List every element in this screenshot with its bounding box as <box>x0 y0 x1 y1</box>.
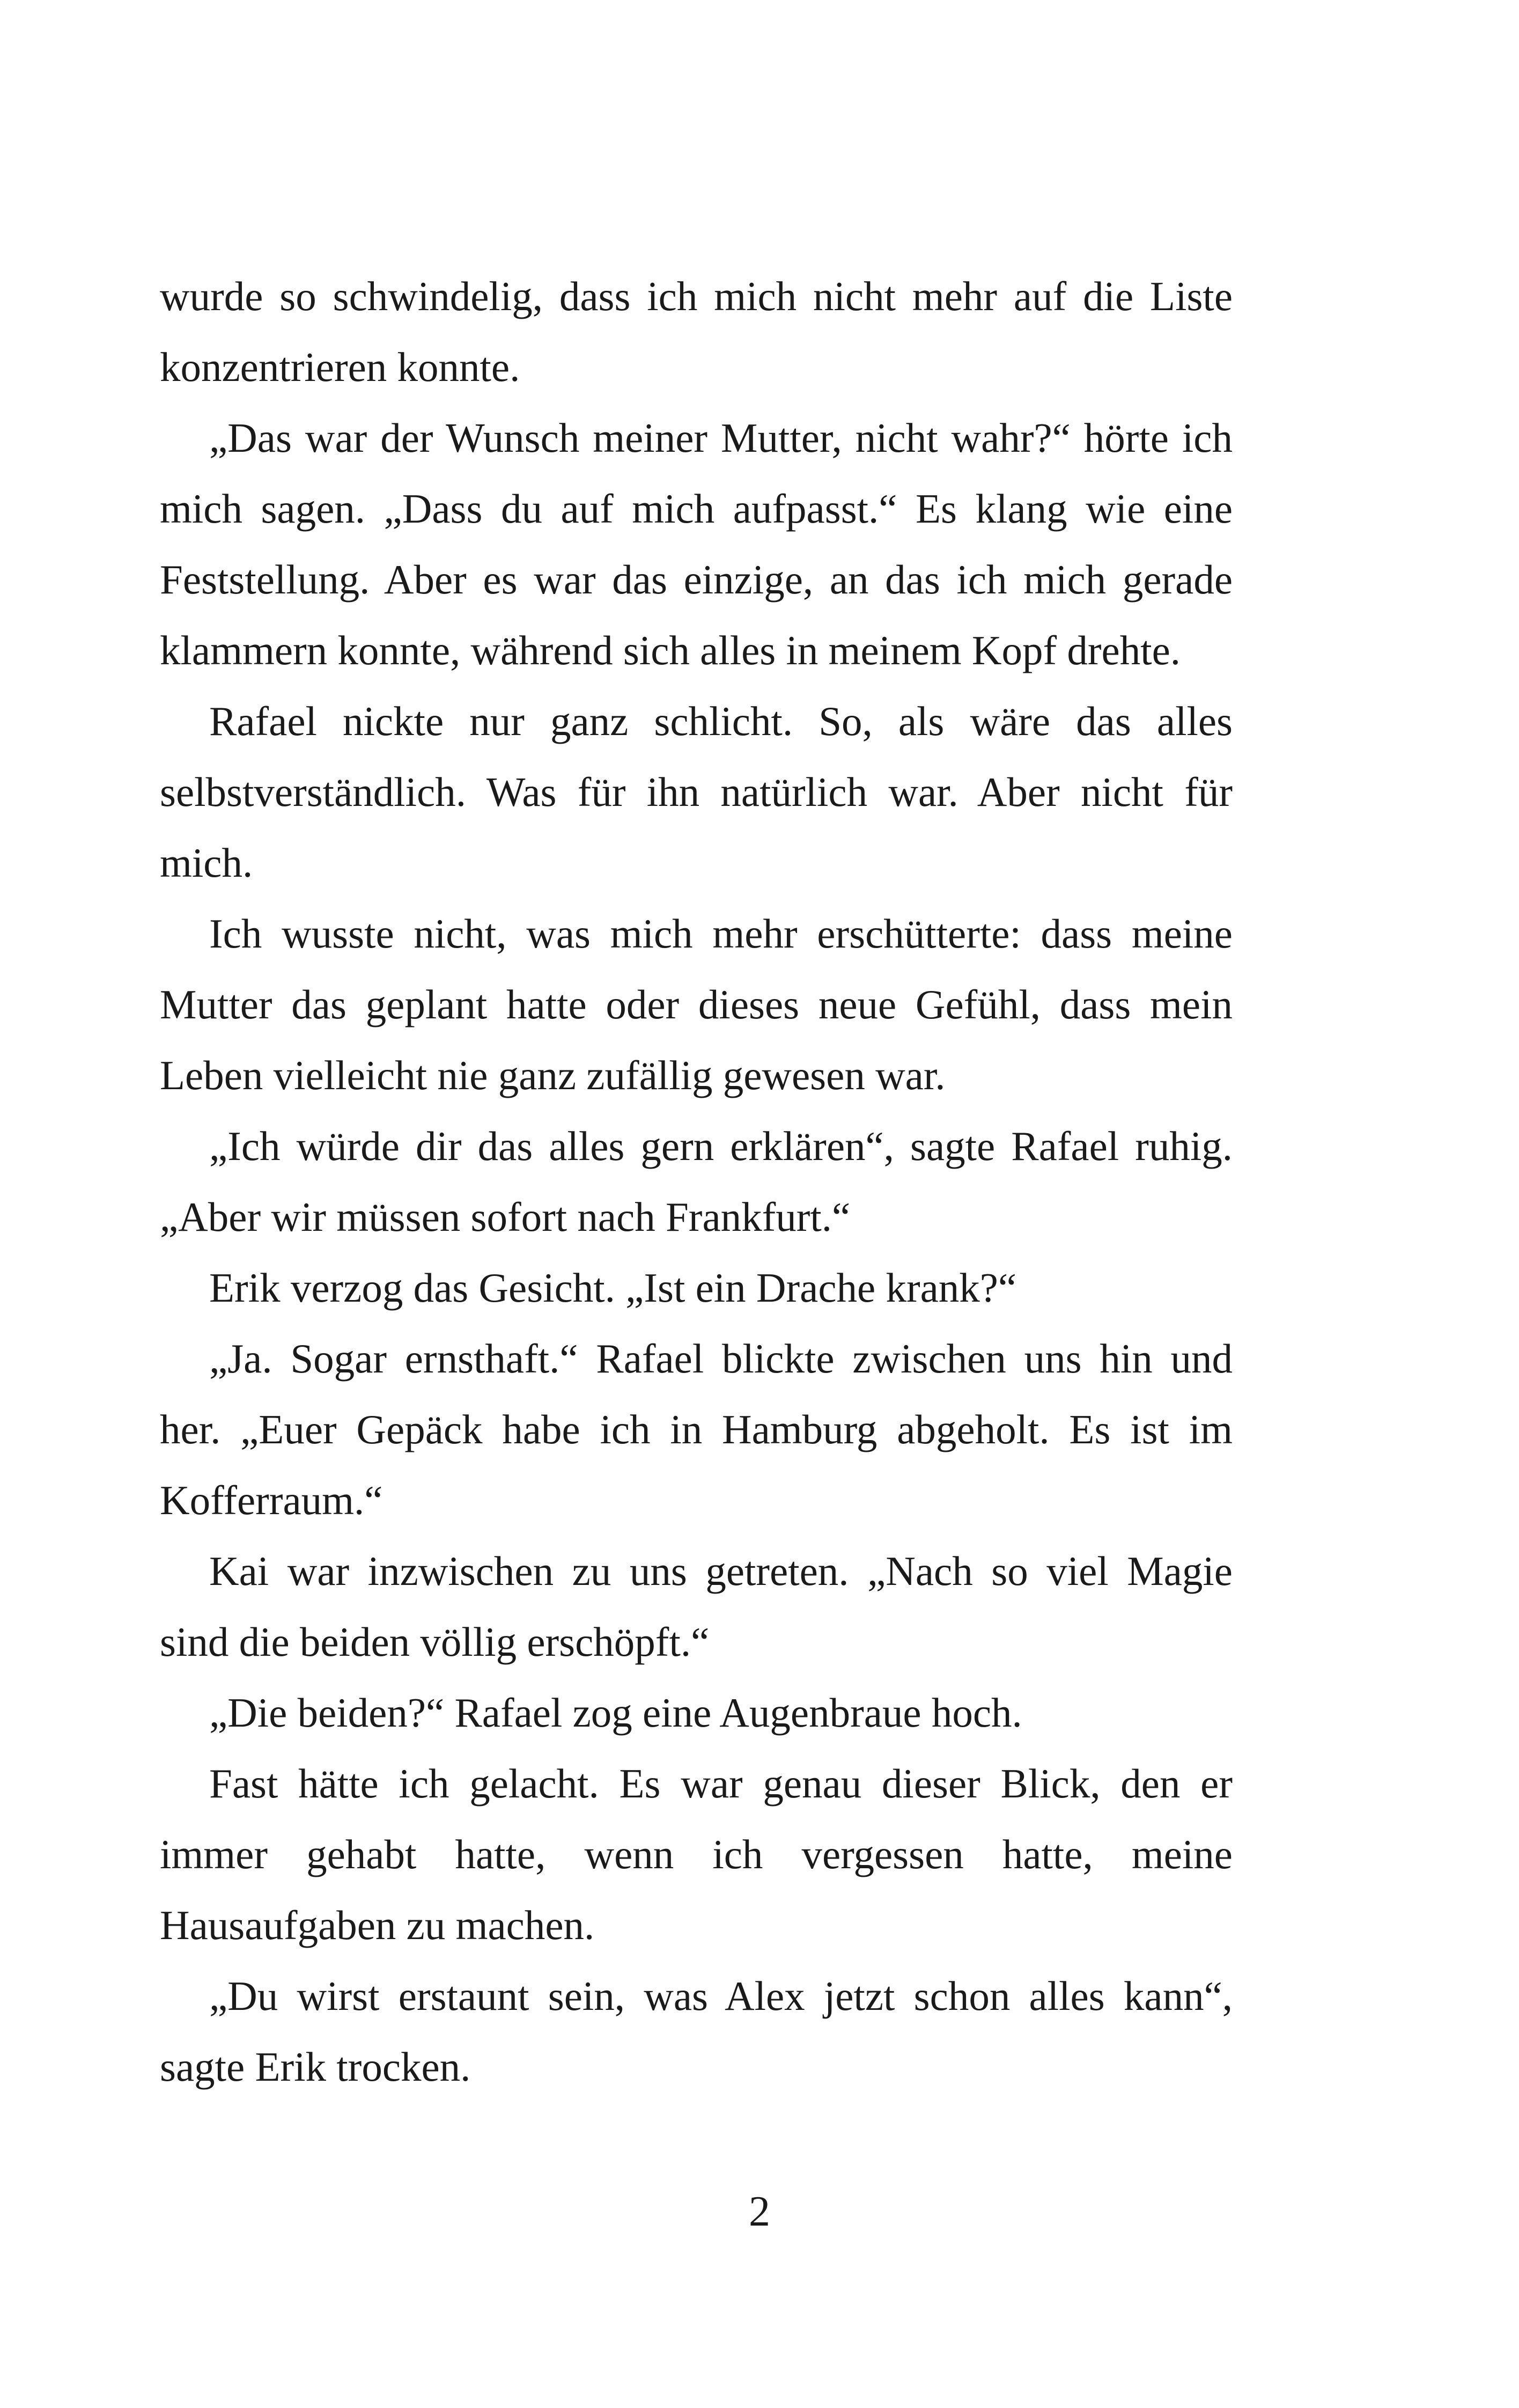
paragraph-4: Ich wusste nicht, was mich mehr erschütterte: dass meine Mutter das geplant hatte oder dieses neue Gefühl, dass mein Leben vielleicht nie ganz zufällig gewesen war. <box>160 911 1233 1098</box>
paragraph-6: Erik verzog das Gesicht. „Ist ein Drache krank?“ <box>209 1265 1017 1311</box>
paragraph-5: „Ich würde dir das alles gern erklären“, sagte Rafael ruhig. „Aber wir müssen sofort nach Frankfurt.“ <box>160 1123 1233 1240</box>
body-text <box>160 261 1233 2102</box>
paragraph-1: wurde so schwindelig, dass ich mich nicht mehr auf die Liste konzentrieren konnte. <box>160 273 1233 390</box>
paragraph-3: Rafael nickte nur ganz schlicht. So, als wäre das alles selbstverständlich. Was für ihn natürlich war. Aber nicht für mich. <box>160 698 1233 886</box>
paragraph-11: „Du wirst erstaunt sein, was Alex jetzt schon alles kann“, sagte Erik trocken. <box>160 1973 1233 2090</box>
paragraph-9: „Die beiden?“ Rafael zog eine Augenbraue hoch. <box>209 1690 1022 1736</box>
paragraph-10: Fast hätte ich gelacht. Es war genau dieser Blick, den er immer gehabt hatte, wenn ich vergessen hatte, meine Hausaufgaben zu machen. <box>160 1760 1233 1948</box>
page-number: 2 <box>749 2188 770 2235</box>
paragraph-2: „Das war der Wunsch meiner Mutter, nicht wahr?“ hörte ich mich sagen. „Dass du auf mich aufpasst.“ Es klang wie eine Feststellung. Aber es war das einzige, an das ich mich gerade klammern konnte, während sich alles in meinem Kopf drehte. <box>160 415 1233 673</box>
paragraph-8: Kai war inzwischen zu uns getreten. „Nach so viel Magie sind die beiden völlig erschöpft.“ <box>160 1548 1233 1665</box>
paragraph-7: „Ja. Sogar ernsthaft.“ Rafael blickte zwischen uns hin und her. „Euer Gepäck habe ich in Hamburg abgeholt. Es ist im Kofferraum.“ <box>160 1335 1233 1523</box>
